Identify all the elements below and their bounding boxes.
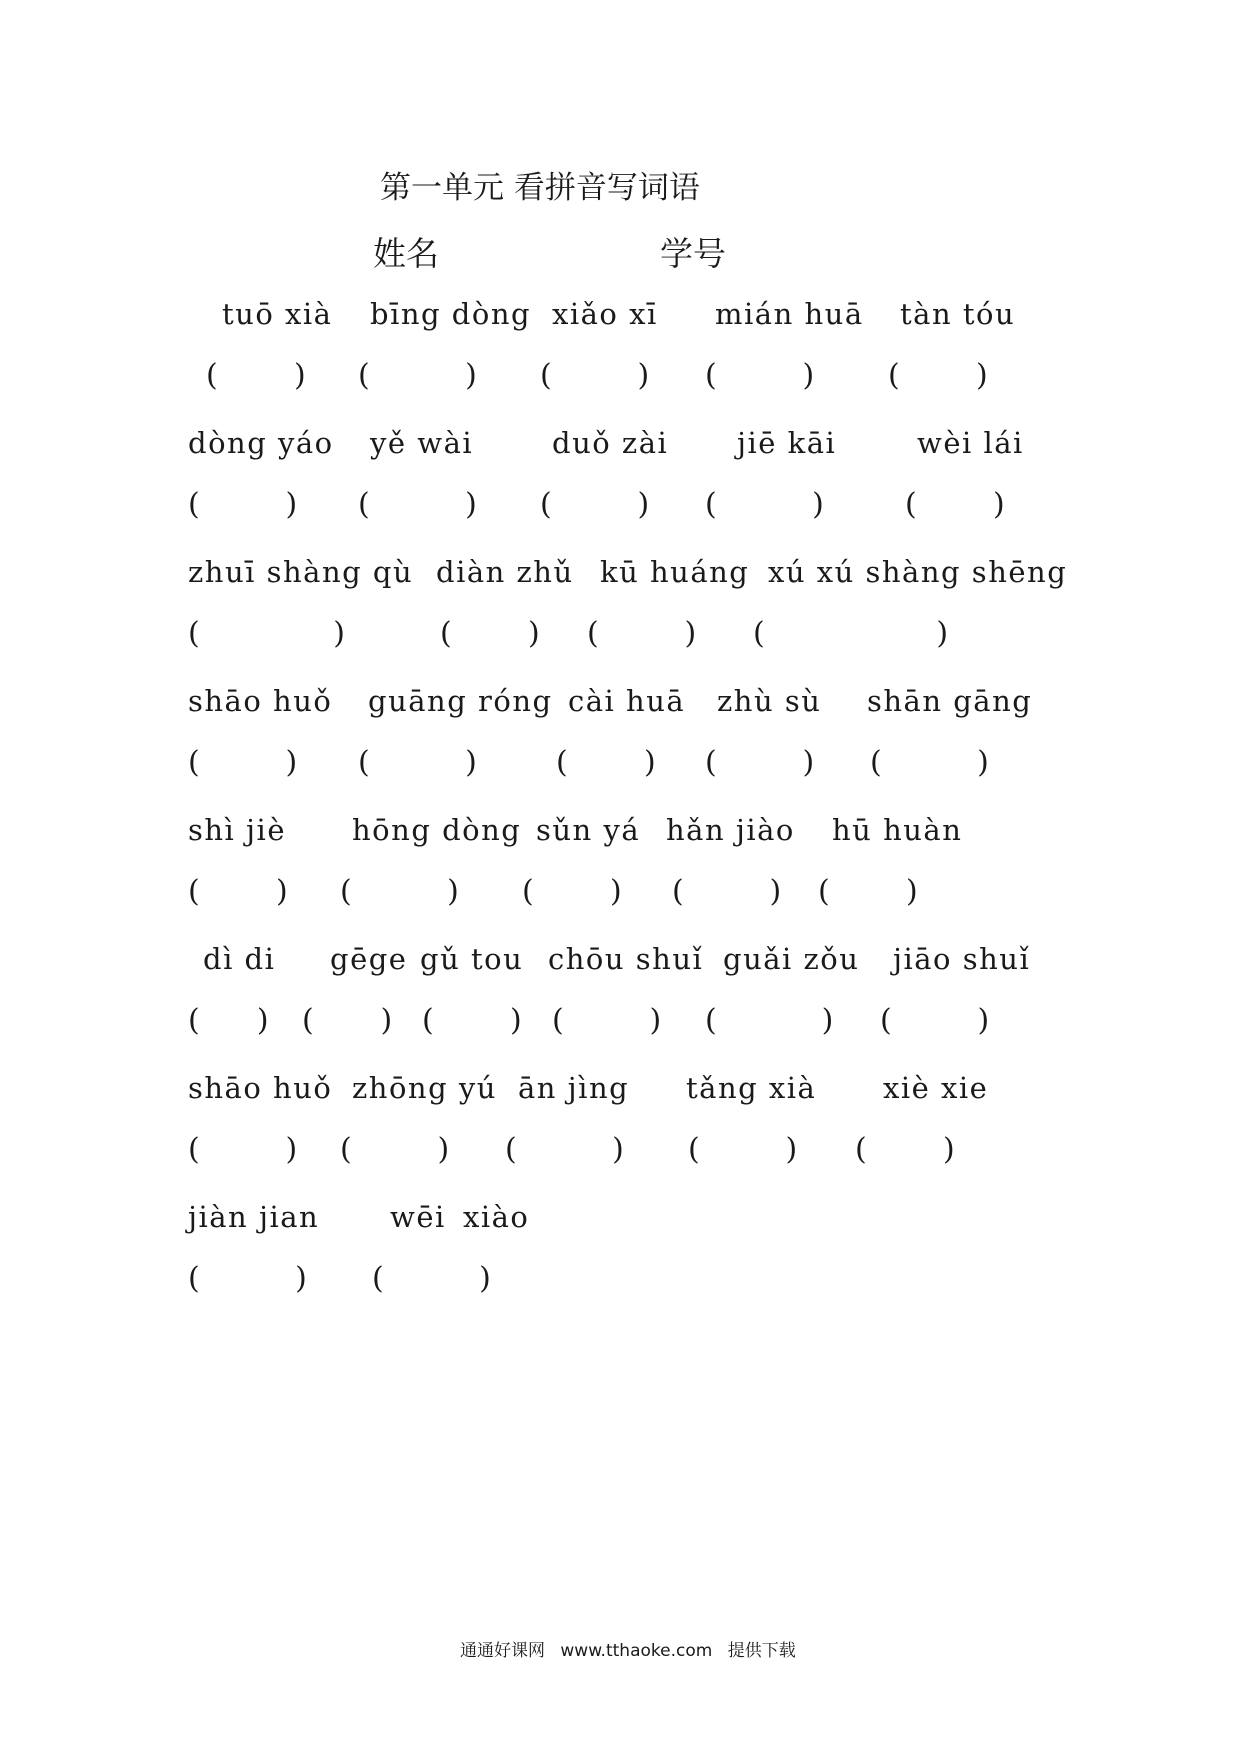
pinyin-word: bīng dòng bbox=[370, 297, 532, 331]
answer-blank[interactable]: ( ) bbox=[340, 1132, 450, 1167]
answer-blank[interactable]: ( ) bbox=[358, 745, 477, 780]
answer-blank[interactable]: ( ) bbox=[188, 745, 298, 780]
answer-blank[interactable]: ( ) bbox=[302, 1003, 393, 1038]
pinyin-word: zhōng yú bbox=[352, 1071, 497, 1105]
student-id-label: 学号 bbox=[660, 234, 726, 273]
answer-blank[interactable]: ( ) bbox=[188, 487, 298, 522]
pinyin-word: jiāo shuǐ bbox=[893, 942, 1031, 976]
answer-blank[interactable]: ( ) bbox=[705, 745, 815, 780]
answer-blank[interactable]: ( ) bbox=[522, 874, 622, 909]
answer-blank[interactable]: ( ) bbox=[672, 874, 782, 909]
answer-blank[interactable]: ( ) bbox=[358, 487, 477, 522]
answer-blank[interactable]: ( ) bbox=[870, 745, 989, 780]
answer-blank[interactable]: ( ) bbox=[422, 1003, 522, 1038]
answer-blank[interactable]: ( ) bbox=[855, 1132, 955, 1167]
pinyin-word: xiǎo xī bbox=[552, 297, 658, 331]
answer-blank[interactable]: ( ) bbox=[358, 358, 477, 393]
answer-blank[interactable]: ( ) bbox=[188, 1132, 298, 1167]
pinyin-word: duǒ zài bbox=[552, 426, 669, 460]
answer-blank[interactable]: ( ) bbox=[705, 487, 824, 522]
pinyin-word: dòng yáo bbox=[188, 426, 334, 460]
pinyin-word: dì di bbox=[203, 942, 276, 976]
answer-blank[interactable]: ( ) bbox=[206, 358, 306, 393]
answer-blank[interactable]: ( ) bbox=[705, 358, 815, 393]
pinyin-word: tàn tóu bbox=[900, 297, 1016, 331]
answer-blank[interactable]: ( ) bbox=[188, 874, 288, 909]
pinyin-word: shān gāng bbox=[867, 684, 1033, 718]
pinyin-word: yě wài bbox=[370, 426, 474, 460]
footer-site-name: 通通好课网 bbox=[460, 1641, 545, 1661]
worksheet-title: 第一单元 看拼音写词语 bbox=[380, 170, 700, 206]
pinyin-word: zhù sù bbox=[717, 684, 822, 718]
answer-blank[interactable]: ( ) bbox=[818, 874, 918, 909]
answer-blank[interactable]: ( ) bbox=[688, 1132, 798, 1167]
pinyin-word: xiào bbox=[463, 1200, 530, 1234]
pinyin-word: mián huā bbox=[715, 297, 864, 331]
pinyin-word: gēge bbox=[330, 942, 408, 976]
name-label: 姓名 bbox=[373, 234, 439, 273]
pinyin-word: hǎn jiào bbox=[666, 813, 795, 847]
pinyin-word: hōng dòng bbox=[352, 813, 522, 847]
pinyin-word: ān jìng bbox=[518, 1071, 630, 1105]
pinyin-word: guāng róng bbox=[368, 684, 553, 718]
footer-note: 提供下载 bbox=[727, 1641, 796, 1661]
answer-blank[interactable]: ( ) bbox=[188, 1003, 269, 1038]
answer-blank[interactable]: ( ) bbox=[540, 487, 650, 522]
answer-blank[interactable]: ( ) bbox=[905, 487, 1005, 522]
pinyin-word: shāo huǒ bbox=[188, 1071, 333, 1105]
answer-blank[interactable]: ( ) bbox=[440, 616, 540, 651]
answer-blank[interactable]: ( ) bbox=[880, 1003, 990, 1038]
answer-blank[interactable]: ( ) bbox=[372, 1261, 491, 1296]
footer bbox=[460, 1636, 806, 1661]
pinyin-word: jiē kāi bbox=[737, 426, 837, 460]
pinyin-word: hū huàn bbox=[832, 813, 963, 847]
footer-url[interactable]: www.tthaoke.com bbox=[560, 1641, 713, 1661]
answer-blank[interactable]: ( ) bbox=[340, 874, 459, 909]
answer-blank[interactable]: ( ) bbox=[188, 1261, 307, 1296]
pinyin-word: wēi bbox=[390, 1200, 446, 1234]
pinyin-word: shāo huǒ bbox=[188, 684, 333, 718]
answer-blank[interactable]: ( ) bbox=[552, 1003, 662, 1038]
answer-blank[interactable]: ( ) bbox=[753, 616, 949, 651]
pinyin-word: jiàn jian bbox=[188, 1200, 320, 1234]
pinyin-word: xiè xie bbox=[883, 1071, 989, 1105]
answer-blank[interactable]: ( ) bbox=[888, 358, 988, 393]
answer-blank[interactable]: ( ) bbox=[556, 745, 656, 780]
answer-blank[interactable]: ( ) bbox=[540, 358, 650, 393]
pinyin-word: zhuī shàng qù bbox=[188, 555, 414, 589]
pinyin-word: gǔ tou bbox=[420, 942, 524, 976]
pinyin-word: wèi lái bbox=[917, 426, 1024, 460]
pinyin-word: shì jiè bbox=[188, 813, 286, 847]
answer-blank[interactable]: ( ) bbox=[505, 1132, 624, 1167]
pinyin-word: tuō xià bbox=[222, 297, 333, 331]
pinyin-word: guǎi zǒu bbox=[723, 942, 860, 976]
pinyin-word: tǎng xià bbox=[686, 1071, 817, 1105]
pinyin-word: cài huā bbox=[568, 684, 686, 718]
answer-blank[interactable]: ( ) bbox=[705, 1003, 834, 1038]
pinyin-word: diàn zhǔ bbox=[436, 555, 574, 589]
answer-blank[interactable]: ( ) bbox=[188, 616, 345, 651]
answer-blank[interactable]: ( ) bbox=[587, 616, 697, 651]
pinyin-word: xú xú shàng shēng bbox=[768, 555, 1068, 589]
pinyin-word: sǔn yá bbox=[536, 813, 641, 847]
pinyin-word: chōu shuǐ bbox=[548, 942, 704, 976]
pinyin-word: kū huáng bbox=[600, 555, 750, 589]
